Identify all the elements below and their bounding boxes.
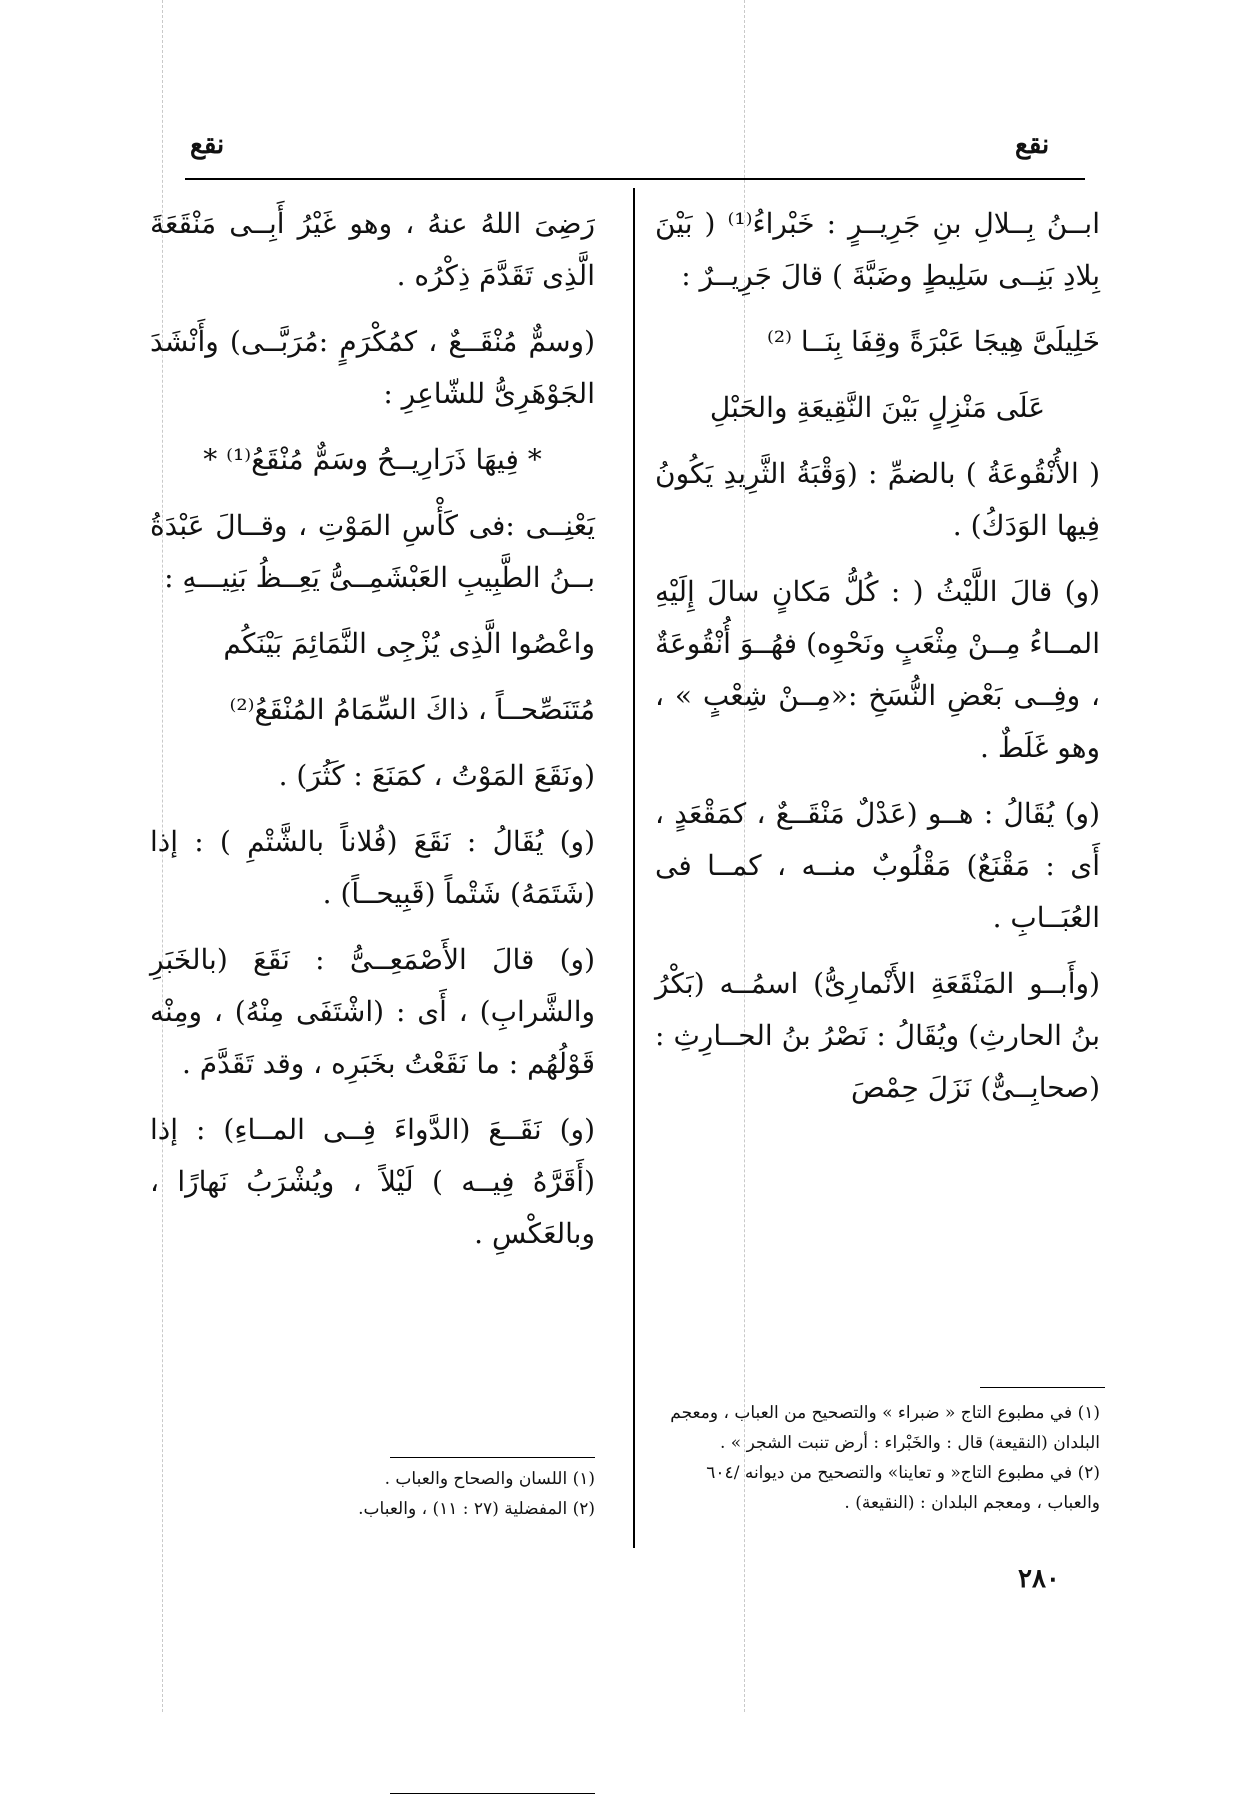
paragraph: رَضِىَ اللهُ عنهُ ، وهو غَيْرُ أَبِــى مَنْقَعَةَ الَّذِى تَقَدَّمَ ذِكْرُه . (150, 207, 595, 292)
verse-line: خَلِيلَىَّ هِيجَا عَبْرَةً وقِفَا بِنَــا ⁽²⁾ (766, 325, 1100, 358)
footnote: (٢) في مطبوع التاج« و تعاينا» والتصحيح من ديوانه /٦٠٤ والعباب ، ومعجم البلدان : (النقيعة) . (706, 1463, 1100, 1513)
header-word-left: نقع (190, 130, 225, 160)
right-column (655, 198, 1100, 1128)
verse-line: واعْصُوا الَّذِى يُزْجِى النَّمَائِمَ بَيْنَكُم (223, 627, 595, 660)
paragraph: ابــنُ بِــلالِ بنِ جَرِيــرٍ : خَبْراءُ⁽¹⁾ ( بَيْنَ بِلادِ بَنِــى سَلِيطٍ وضَبَّةَ ) قالَ جَرِيــرٌ : (655, 207, 1100, 292)
paragraph: يَعْنِــى :فى كَأْسِ المَوْتِ ، وقــالَ عَبْدَةُ بــنُ الطَّبِيبِ العَبْشَمِــىُّ يَعِــظُ بَنِيـــهِ : (150, 509, 595, 594)
page-number: ٢٨٠ (1018, 1564, 1060, 1594)
paragraph: (و) نَقَــعَ (الدَّواءَ فِــى المــاءِ) : إذا (أَقَرَّهُ فِيــه ) لَيْلاً ، ويُشْرَبُ نَهارًا ، وبالعَكْسِ . (150, 1113, 595, 1250)
paragraph: (ونَقَعَ المَوْتُ ، كمَنَعَ : كَثُرَ) . (278, 759, 595, 792)
header-word-right: نقع (1015, 130, 1050, 160)
footnote-rule-right (980, 1387, 1105, 1388)
paragraph: ( الأُنْقُوعَةُ ) بالضمِّ : (وَقْبَةُ الثَّرِيدِ يَكُونُ فِيها الوَدَكُ) . (655, 457, 1100, 542)
paragraph: (وأَبــو المَنْقَعَةِ الأَنْمارِىُّ) اسمُــه (بَكْرُ بنُ الحارثِ) ويُقَالُ : نَصْرُ بنُ الحــارِثِ : (صحابِــىٌّ) نَزَلَ حِمْصَ (655, 967, 1100, 1104)
column-divider (633, 188, 635, 1548)
paragraph: (و) قالَ الأَصْمَعِــىُّ : نَقَعَ (بالخَبَرِ والشَّرابِ) ، أَى : (اشْتَفَى مِنْهُ) ، ومِنْه قَوْلُهُم : ما نَقَعْتُ بخَبَرِه ، وقد تَقَدَّمَ . (150, 943, 595, 1080)
footnote-rule-left-visible (390, 1457, 595, 1458)
footnotes-left (150, 1464, 595, 1524)
footnotes-right (655, 1398, 1100, 1518)
left-column (150, 198, 595, 1274)
paragraph: (و) قالَ اللَّيْثُ ( : كُلُّ مَكانٍ سالَ إِلَيْهِ المــاءُ مِــنْ مِثْعَبٍ ونَحْوِه) فهُــوَ أُنْقُوعَةٌ ، وفِــى بَعْضِ النُّسَخِ :«مِــنْ شِعْبٍ » ، وهو غَلَطٌ . (655, 575, 1100, 764)
verse-line: * فِيهَا ذَرَارِيــحُ وسَمٌّ مُنْقَعُ⁽¹⁾ * (203, 443, 542, 476)
footnote: (٢) المفضلية (٢٧ : ١١) ، والعباب. (358, 1499, 595, 1519)
paragraph: (و) يُقَالُ : نَقَعَ (فُلاناً بالشَّتْمِ ) : إذا (شَتَمَهُ) شَتْماً (قَبِيحــاً) . (150, 825, 595, 910)
footnote: (١) في مطبوع التاج « ضبراء » والتصحيح من العباب ، ومعجم البلدان (النقيعة) قال : والخَبْراء : أرض تنبت الشجر » . (670, 1403, 1100, 1453)
verse-line: عَلَى مَنْزِلٍ بَيْنَ النَّقِيعَةِ والحَبْلِ (709, 391, 1046, 424)
verse-line: مُتَنَصِّحــاً ، ذاكَ السِّمَامُ المُنْقَعُ⁽²⁾ (229, 693, 595, 726)
paragraph: (و) يُقَالُ : هــو (عَدْلٌ مَنْقَــعٌ ، كمَقْعَدٍ ، أَى : مَقْنَعٌ) مَقْلُوبٌ منــه ، كمــا فى العُبَــابِ . (655, 797, 1100, 934)
footnote: (١) اللسان والصحاح والعباب . (384, 1469, 595, 1489)
header-rule (185, 178, 1085, 180)
paragraph: (وسمٌّ مُنْقَــعٌ ، كمُكْرَمٍ :مُرَبَّــى) وأَنْشَدَ الجَوْهَرِىُّ للشّاعِرِ : (150, 325, 595, 410)
